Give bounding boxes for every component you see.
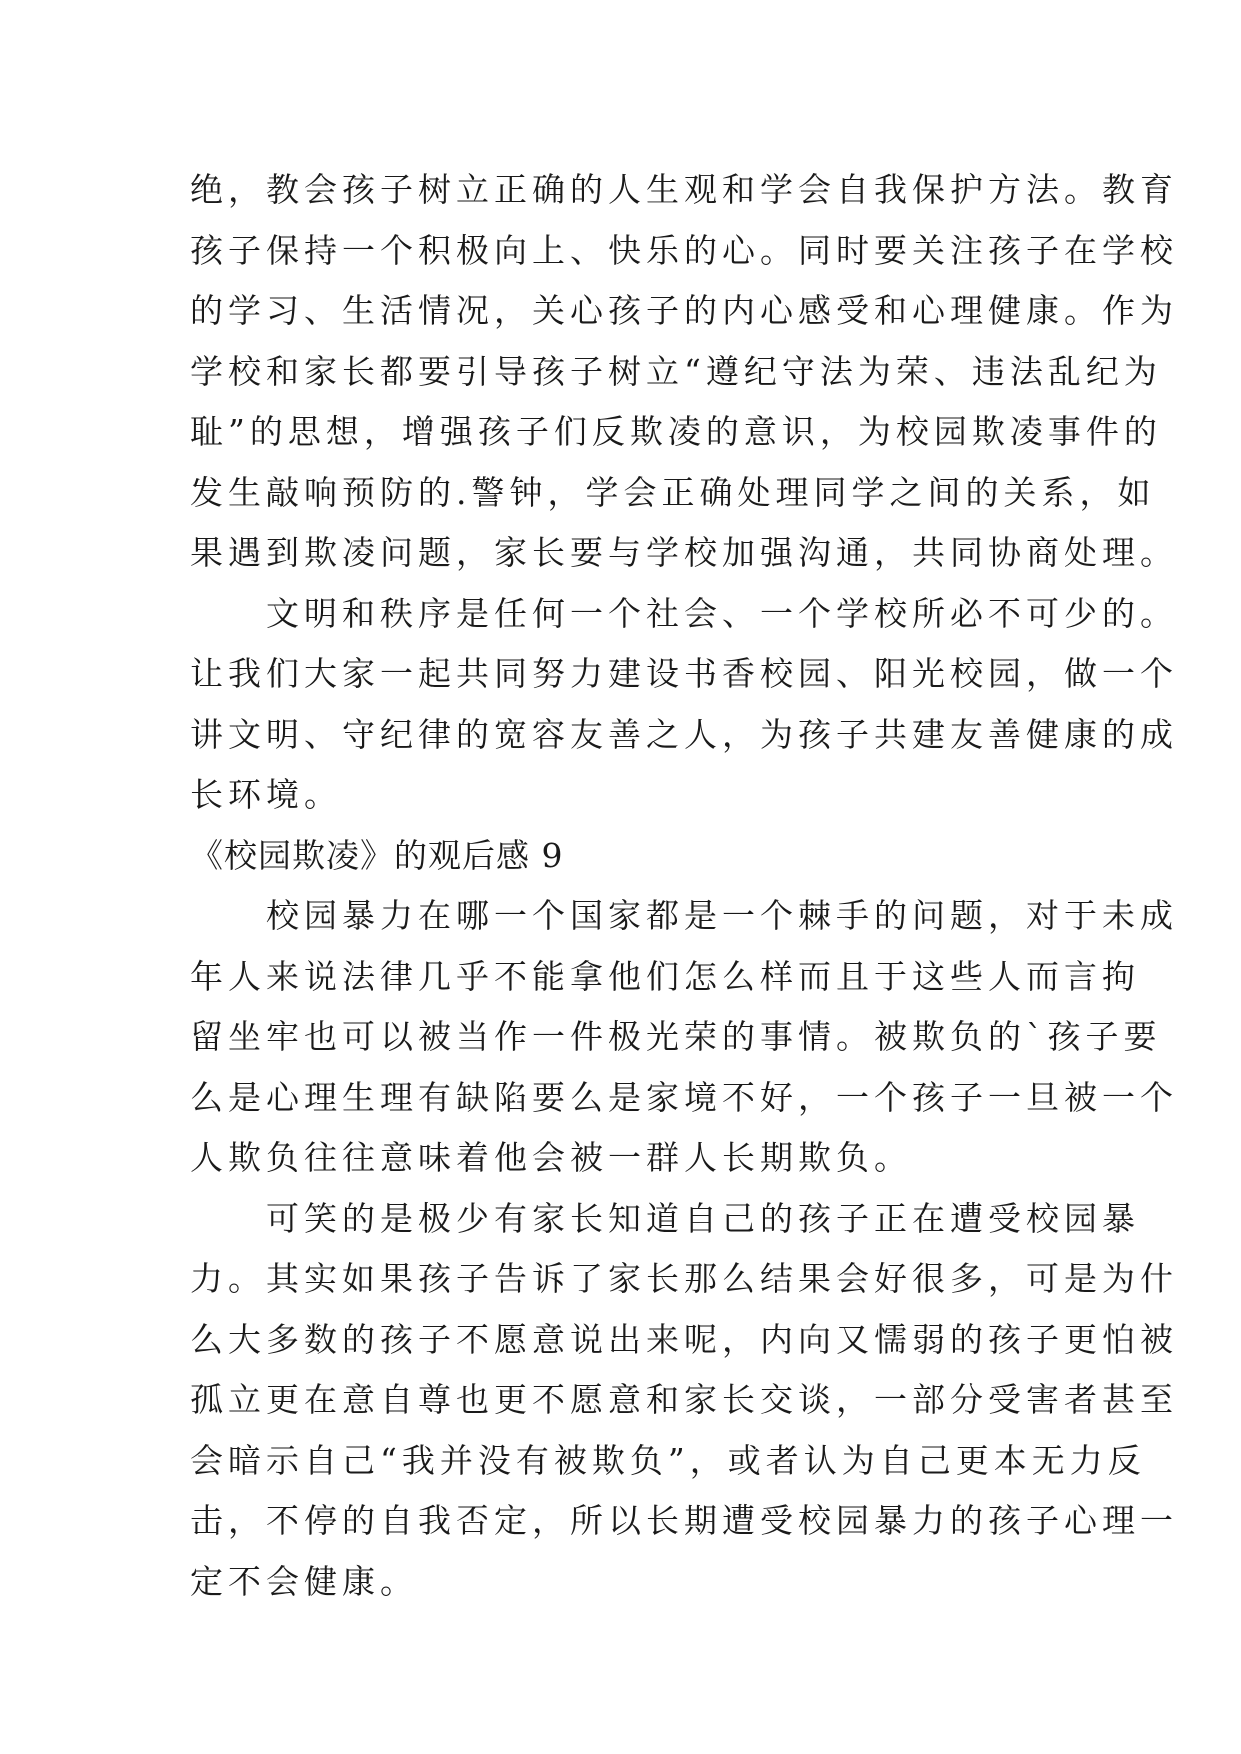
text-line: 绝，教会孩子树立正确的人生观和学会自我保护方法。教育: [190, 170, 1178, 209]
text-line: 学校和家长都要引导孩子树立“遵纪守法为荣、违法乱纪为: [190, 351, 1162, 391]
paragraph-start-line: 可笑的是极少有家长知道自己的孩子正在遭受校园暴: [266, 1198, 1140, 1238]
text-line: 击，不停的自我否定，所以长期遭受校园暴力的孩子心理一: [190, 1501, 1178, 1540]
text-line: 会暗示自己“我并没有被欺负”，或者认为自己更本无力反: [190, 1440, 1146, 1480]
text-line: 讲文明、守纪律的宽容友善之人，为孩子共建友善健康的成: [190, 714, 1178, 754]
text-line: 么是心理生理有缺陷要么是家境不好，一个孩子一旦被一个: [190, 1077, 1178, 1117]
section-heading: 《校园欺凌》的观后感 9: [190, 835, 564, 875]
text-line: 人欺负往往意味着他会被一群人长期欺负。: [190, 1138, 912, 1177]
text-line: 让我们大家一起共同努力建设书香校园、阳光校园，做一个: [190, 654, 1178, 693]
text-line: 发生敲响预防的.警钟，学会正确处理同学之间的关系，如: [190, 472, 1156, 512]
text-line: 留坐牢也可以被当作一件极光荣的事情。被欺负的`孩子要: [190, 1017, 1162, 1056]
document-body: [190, 160, 1178, 1612]
paragraph-start-line: 校园暴力在哪一个国家都是一个棘手的问题，对于未成: [266, 896, 1178, 935]
text-line: 么大多数的孩子不愿意说出来呢，内向又懦弱的孩子更怕被: [190, 1319, 1178, 1359]
text-line: 长环境。: [190, 775, 342, 814]
text-line: 孤立更在意自尊也更不愿意和家长交谈，一部分受害者甚至: [190, 1380, 1178, 1419]
text-line: 力。其实如果孩子告诉了家长那么结果会好很多，可是为什: [190, 1259, 1178, 1298]
text-line: 年人来说法律几乎不能拿他们怎么样而且于这些人而言拘: [190, 956, 1140, 996]
text-line: 耻”的思想，增强孩子们反欺凌的意识，为校园欺凌事件的: [190, 412, 1162, 451]
text-line: 定不会健康。: [190, 1561, 418, 1601]
text-line: 果遇到欺凌问题，家长要与学校加强沟通，共同协商处理。: [190, 533, 1178, 572]
text-line: 的学习、生活情况，关心孩子的内心感受和心理健康。作为: [190, 291, 1178, 330]
paragraph-start-line: 文明和秩序是任何一个社会、一个学校所必不可少的。: [266, 593, 1178, 633]
text-line: 孩子保持一个积极向上、快乐的心。同时要关注孩子在学校: [190, 230, 1178, 270]
